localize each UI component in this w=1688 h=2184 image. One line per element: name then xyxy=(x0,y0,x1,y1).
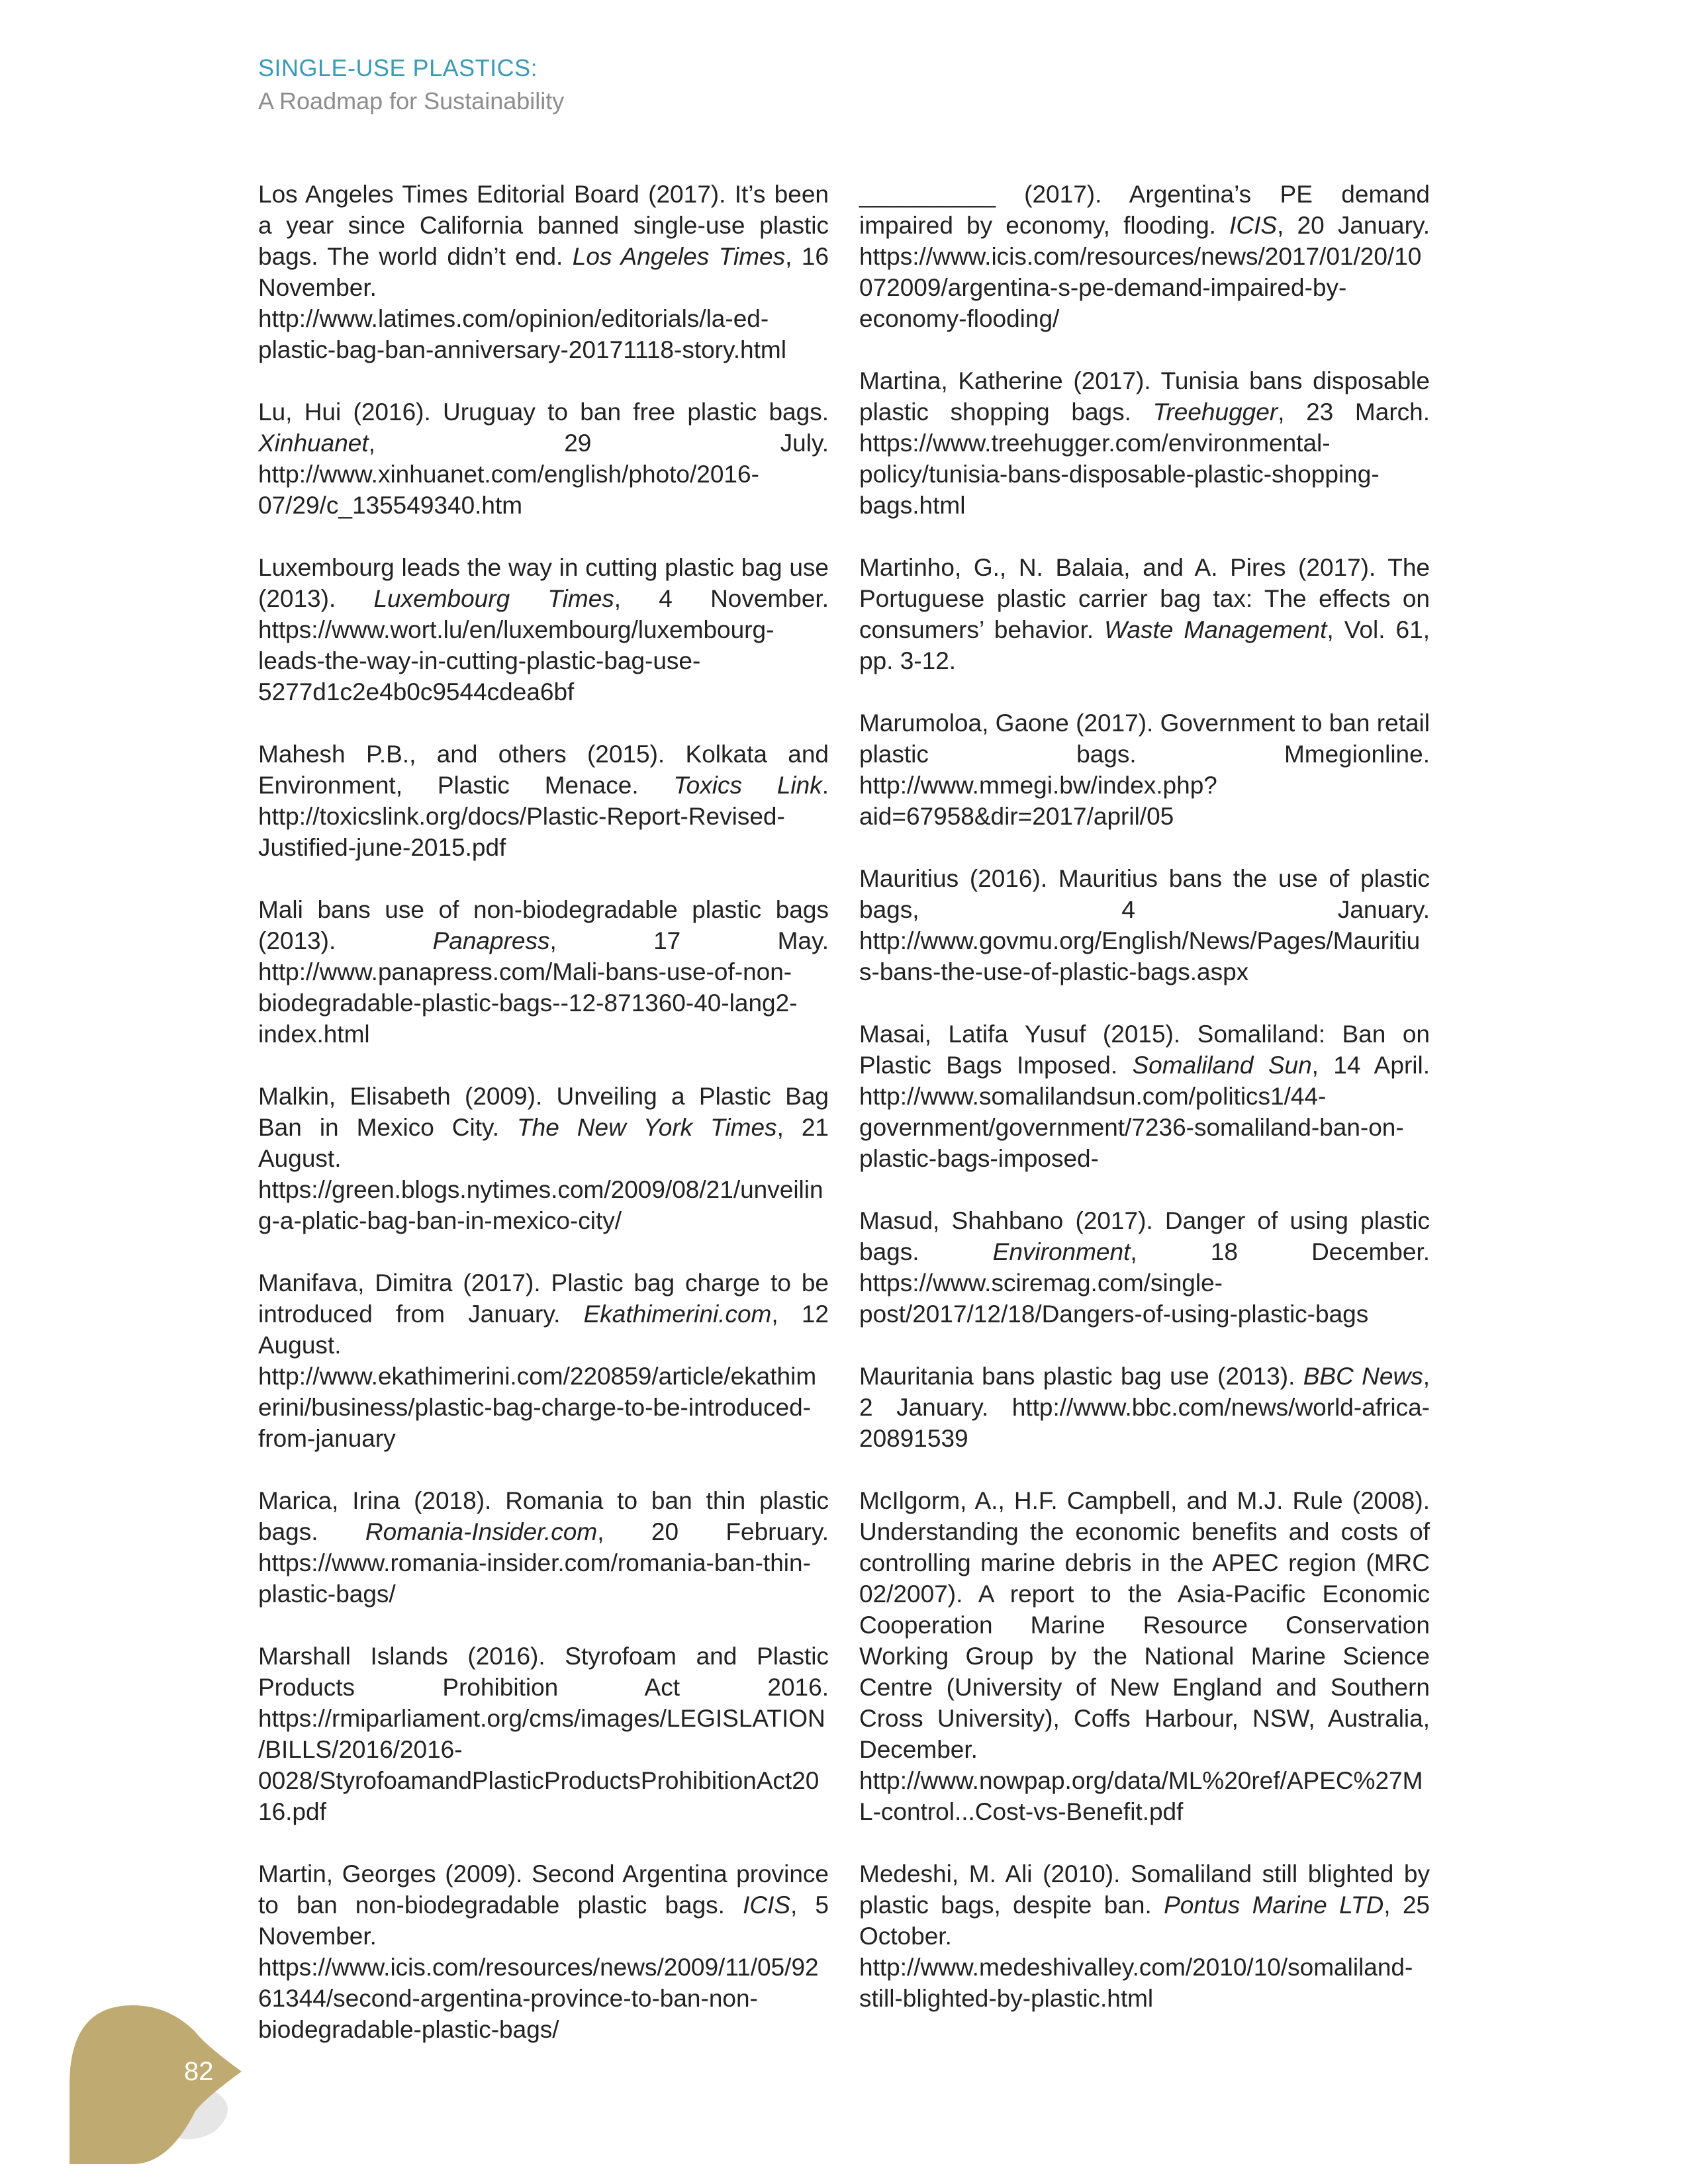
reference-entry: Mali bans use of non-biodegradable plastic bags (2013). Panapress, 17 May. http://www.panapress.com/Mali-bans-use-of-non-biodegradable-plastic-bags--12-871360-40-lang2-index.html xyxy=(258,896,829,1048)
reference-entry: Mauritius (2016). Mauritius bans the use of plastic bags, 4 January. http://www.govmu.org/English/News/Pages/Mauritius-bans-the-use-of-plastic-bags.aspx xyxy=(859,865,1430,985)
badge-shape xyxy=(70,2005,242,2164)
references-left-column xyxy=(258,179,829,2076)
reference-entry: __________ (2017). Argentina’s PE demand impaired by economy, flooding. ICIS, 20 January. https://www.icis.com/resources/news/2017/01/20/10072009/argentina-s-pe-demand-impaired-by-economy-flooding/ xyxy=(859,181,1430,332)
references-right-column xyxy=(859,179,1430,2045)
reference-entry: Marumoloa, Gaone (2017). Government to ban retail plastic bags. Mmegionline. http://www.mmegi.bw/index.php?aid=67958&dir=2017/april/05 xyxy=(859,709,1430,830)
reference-entry: Marshall Islands (2016). Styrofoam and Plastic Products Prohibition Act 2016. https://rmiparliament.org/cms/images/LEGISLATION/BILLS/2016/2016-0028/StyrofoamandPlasticProductsProhibitionAct2016.pdf xyxy=(258,1643,829,1825)
reference-entry: Martina, Katherine (2017). Tunisia bans disposable plastic shopping bags. Treehugger, 23 March. https://www.treehugger.com/environmental-policy/tunisia-bans-disposable-plastic-shopping-bags.html xyxy=(859,367,1430,519)
reference-entry: Masai, Latifa Yusuf (2015). Somaliland: Ban on Plastic Bags Imposed. Somaliland Sun, 14 April. http://www.somalilandsun.com/politics1/44-government/government/7236-somaliland-ban-on-plastic-bags-imposed- xyxy=(859,1021,1430,1172)
reference-entry: Martinho, G., N. Balaia, and A. Pires (2017). The Portuguese plastic carrier bag tax: The effects on consumers’ behavior. Waste Management, Vol. 61, pp. 3-12. xyxy=(859,554,1430,674)
reference-entry: Marica, Irina (2018). Romania to ban thin plastic bags. Romania-Insider.com, 20 February. https://www.romania-insider.com/romania-ban-thin-plastic-bags/ xyxy=(258,1487,829,1608)
header-subtitle: A Roadmap for Sustainability xyxy=(258,87,565,114)
reference-entry: Los Angeles Times Editorial Board (2017). It’s been a year since California banned single-use plastic bags. The world didn’t end. Los Angeles Times, 16 November. http://www.latimes.com/opinion/editorials/la-ed-plastic-bag-ban-anniversary-20171118-story.html xyxy=(258,181,829,363)
reference-entry: Lu, Hui (2016). Uruguay to ban free plastic bags. Xinhuanet, 29 July. http://www.xinhuanet.com/english/photo/2016-07/29/c_135549340.htm xyxy=(258,398,829,519)
reference-entry: Martin, Georges (2009). Second Argentina province to ban non-biodegradable plastic bags. ICIS, 5 November. https://www.icis.com/resources/news/2009/11/05/9261344/second-argentina-province-to-ban-non-biodegradable-plastic-bags/ xyxy=(258,1860,829,2043)
header-title: SINGLE-USE PLASTICS: xyxy=(258,54,538,81)
reference-entry: Malkin, Elisabeth (2009). Unveiling a Plastic Bag Ban in Mexico City. The New York Times, 21 August. https://green.blogs.nytimes.com/2009/08/21/unveiling-a-platic-bag-ban-in-mexico-city/ xyxy=(258,1083,829,1234)
page-number: 82 xyxy=(184,2057,214,2086)
reference-entry: Masud, Shahbano (2017). Danger of using plastic bags. Environment, 18 December. https://www.sciremag.com/single-post/2017/12/18/Dangers-of-using-plastic-bags xyxy=(859,1207,1430,1328)
reference-entry: Mahesh P.B., and others (2015). Kolkata and Environment, Plastic Menace. Toxics Link. http://toxicslink.org/docs/Plastic-Report-Revised-Justified-june-2015.pdf xyxy=(258,741,829,861)
page-number-badge xyxy=(70,2005,268,2164)
reference-entry: Mauritania bans plastic bag use (2013). BBC News, 2 January. http://www.bbc.com/news/world-africa-20891539 xyxy=(859,1363,1430,1452)
reference-entry: Medeshi, M. Ali (2010). Somaliland still blighted by plastic bags, despite ban. Pontus Marine LTD, 25 October. http://www.medeshivalley.com/2010/10/somaliland-still-blighted-by-plastic.html xyxy=(859,1860,1430,2012)
reference-entry: McIlgorm, A., H.F. Campbell, and M.J. Rule (2008). Understanding the economic benefits and costs of controlling marine debris in the APEC region (MRC 02/2007). A report to the Asia-Pacific Economic Cooperation Marine Resource Conservation Working Group by the National Marine Science Centre (University of New England and Southern Cross University), Coffs Harbour, NSW, Australia, December. http://www.nowpap.org/data/ML%20ref/APEC%27ML-control...Cost-vs-Benefit.pdf xyxy=(859,1487,1430,1825)
running-header xyxy=(258,52,564,118)
reference-entry: Luxembourg leads the way in cutting plastic bag use (2013). Luxembourg Times, 4 November. https://www.wort.lu/en/luxembourg/luxembourg-leads-the-way-in-cutting-plastic-bag-use-5277d1c2e4b0c9544cdea6bf xyxy=(258,554,829,705)
reference-entry: Manifava, Dimitra (2017). Plastic bag charge to be introduced from January. Ekathimerini.com, 12 August. http://www.ekathimerini.com/220859/article/ekathimerini/business/plastic-bag-charge-to-be-introduced-from-january xyxy=(258,1269,829,1452)
